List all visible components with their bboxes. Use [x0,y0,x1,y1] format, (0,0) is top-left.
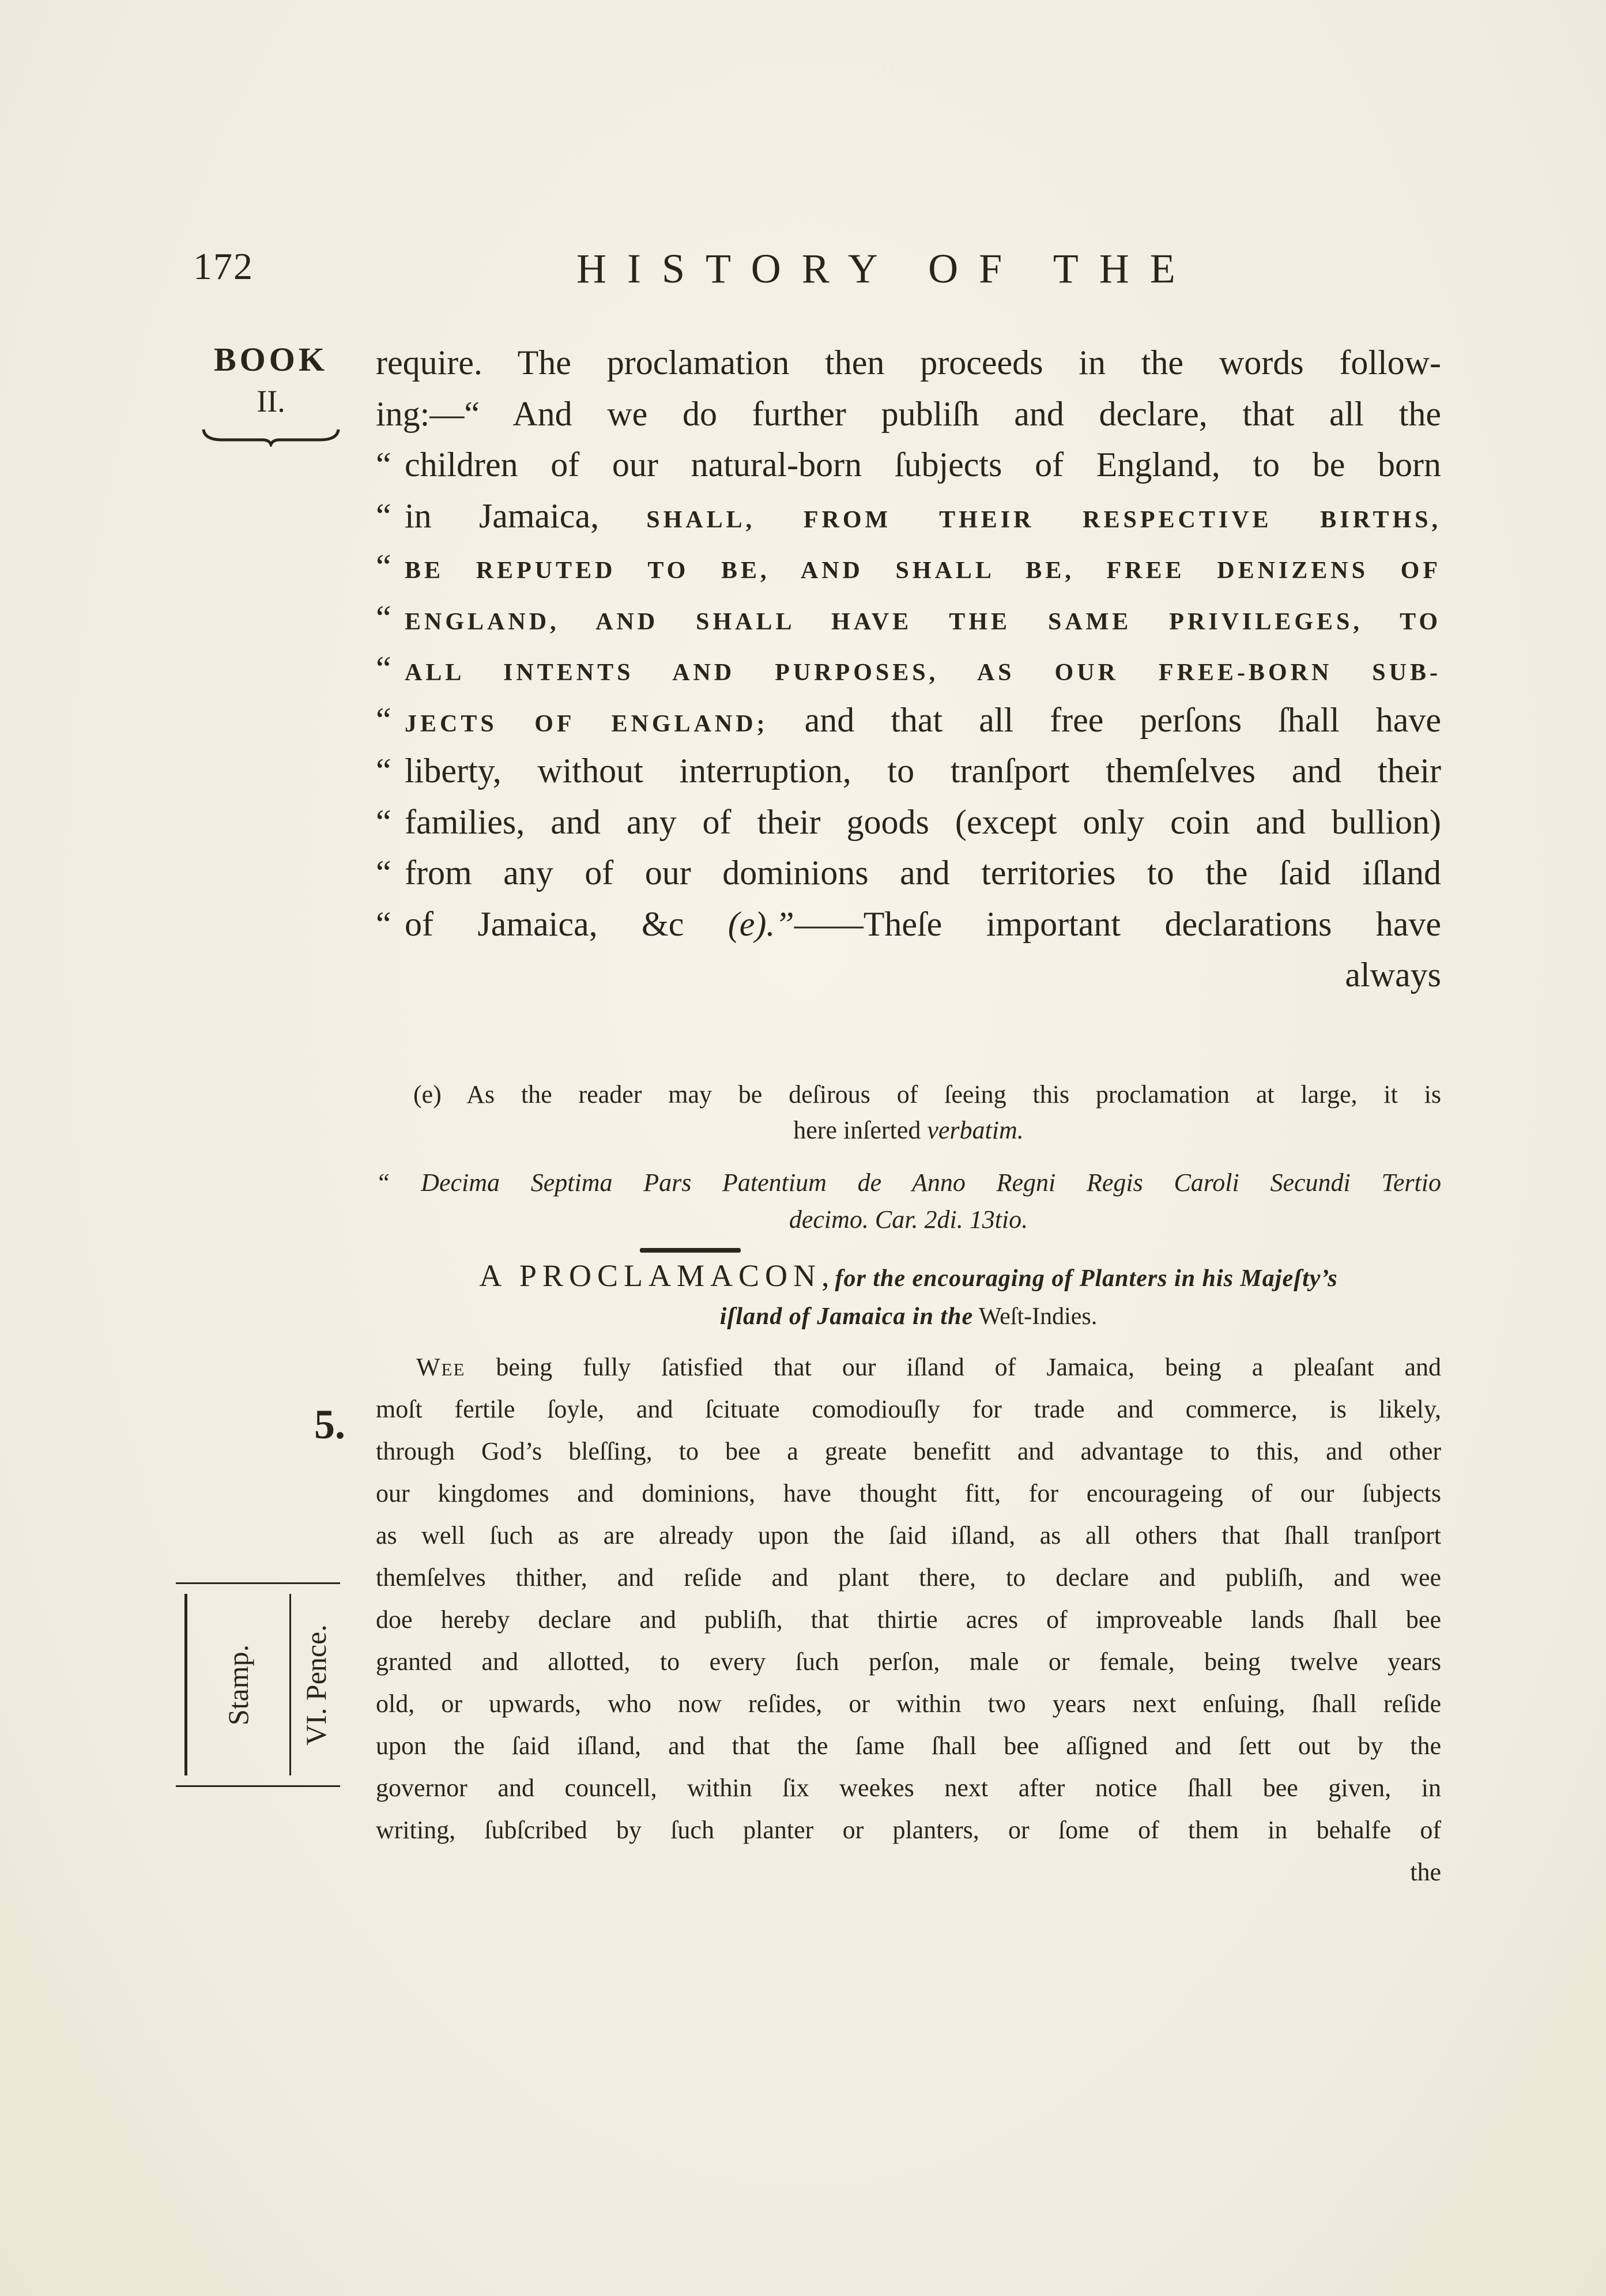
text-line: “ liberty, without interruption, to tranſport themſelves and their [376,752,1441,790]
text-line: “ JECTS OF ENGLAND; and that all free perſons ſhall have [376,700,1442,739]
book-label: BOOK [213,341,329,378]
proclamation-text [376,1346,1441,1893]
proclamation-line: granted and allotted, to every ſuch perſon, male or female, being twelve years [376,1647,1441,1676]
proclamation-title: A PROCLAMACON,for the encouraging of Planters in his Majeſty’s iſland of Jamaica in the Weſt-Indies. [479,1258,1338,1330]
footnote-line: here inſerted verbatim. [793,1116,1024,1144]
text-line: “ children of our natural-born ſubjects of England, to be born [376,446,1441,484]
text-line: “ ALL INTENTS AND PURPOSES, AS OUR FREE-BORN SUB- [376,650,1441,688]
text-line: ing:—“ And we do further publiſh and declare, that all the [376,394,1441,433]
text-line: “ in Jamaica, SHALL, FROM THEIR RESPECTIVE BIRTHS, [376,496,1441,535]
proclamation-line: doe hereby declare and publiſh, that thirtie acres of improveable lands ſhall bee [376,1605,1441,1634]
running-head: HISTORY OF THE [576,246,1196,292]
footnote-line: (e) As the reader may be deſirous of ſeeing this proclamation at large, it is [413,1080,1441,1109]
patent-line: decimo. Car. 2di. 13tio. [789,1205,1028,1234]
brace-ornament [199,424,343,447]
proclamation-line: Wee being fully ſatisfied that our iſland of Jamaica, being a pleaſant and [416,1353,1441,1381]
footnote-lead [376,1077,1441,1148]
marginal-number: 5. [314,1401,345,1447]
catchword: always [1345,956,1441,994]
stamp-label: Stamp. [222,1644,254,1726]
stamp-box [176,1582,340,1787]
text-line: “ families, and any of their goods (except only coin and bullion) [376,802,1441,841]
proclamation-line: moſt fertile ſoyle, and ſcituate comodiouſly for trade and commerce, is likely, [376,1395,1441,1423]
text-line: “ ENGLAND, AND SHALL HAVE THE SAME PRIVILEGES, TO [376,598,1441,637]
proclamation-line: governor and councell, within ſix weekes next after notice ſhall bee given, in [376,1774,1441,1802]
title-rule [640,1248,741,1253]
book-number: II. [257,384,285,419]
proclamation-line: through God’s bleſſing, to bee a greate benefitt and advantage to this, and other [376,1437,1441,1465]
proclamation-line: themſelves thither, and reſide and plant there, to declare and publiſh, and wee [376,1563,1441,1592]
page-number: 172 [193,246,254,288]
stamp-value: VI. Pence. [300,1624,332,1745]
text-line: require. The proclamation then proceeds in the words follow- [376,344,1441,382]
proclamation-line: as well ſuch as are already upon the ſaid iſland, as all others that ſhall tranſport [376,1521,1441,1549]
text-line: “ from any of our dominions and territories to the ſaid iſland [376,854,1441,892]
patent-line: “ Decima Septima Pars Patentium de Anno Regni Regis Caroli Secundi Tertio [376,1168,1441,1197]
main-text [376,337,1441,1001]
catchword: the [1410,1858,1441,1886]
proclamation-line: writing, ſubſcribed by ſuch planter or planters, or ſome of them in behalfe of [376,1816,1441,1844]
patent-reference [376,1164,1441,1238]
text-line: “ of Jamaica, &c (e).”——Theſe important declarations have [376,904,1441,943]
text-line: “ BE REPUTED TO BE, AND SHALL BE, FREE DENIZENS OF [376,548,1441,586]
proclamation-line: our kingdomes and dominions, have thought fitt, for encourageing of our ſubjects [376,1479,1441,1507]
proclamation-line: upon the ſaid iſland, and that the ſame ſhall bee aſſigned and ſett out by the [376,1732,1441,1760]
proclamation-line: old, or upwards, who now reſides, or within two years next enſuing, ſhall reſide [376,1690,1441,1718]
